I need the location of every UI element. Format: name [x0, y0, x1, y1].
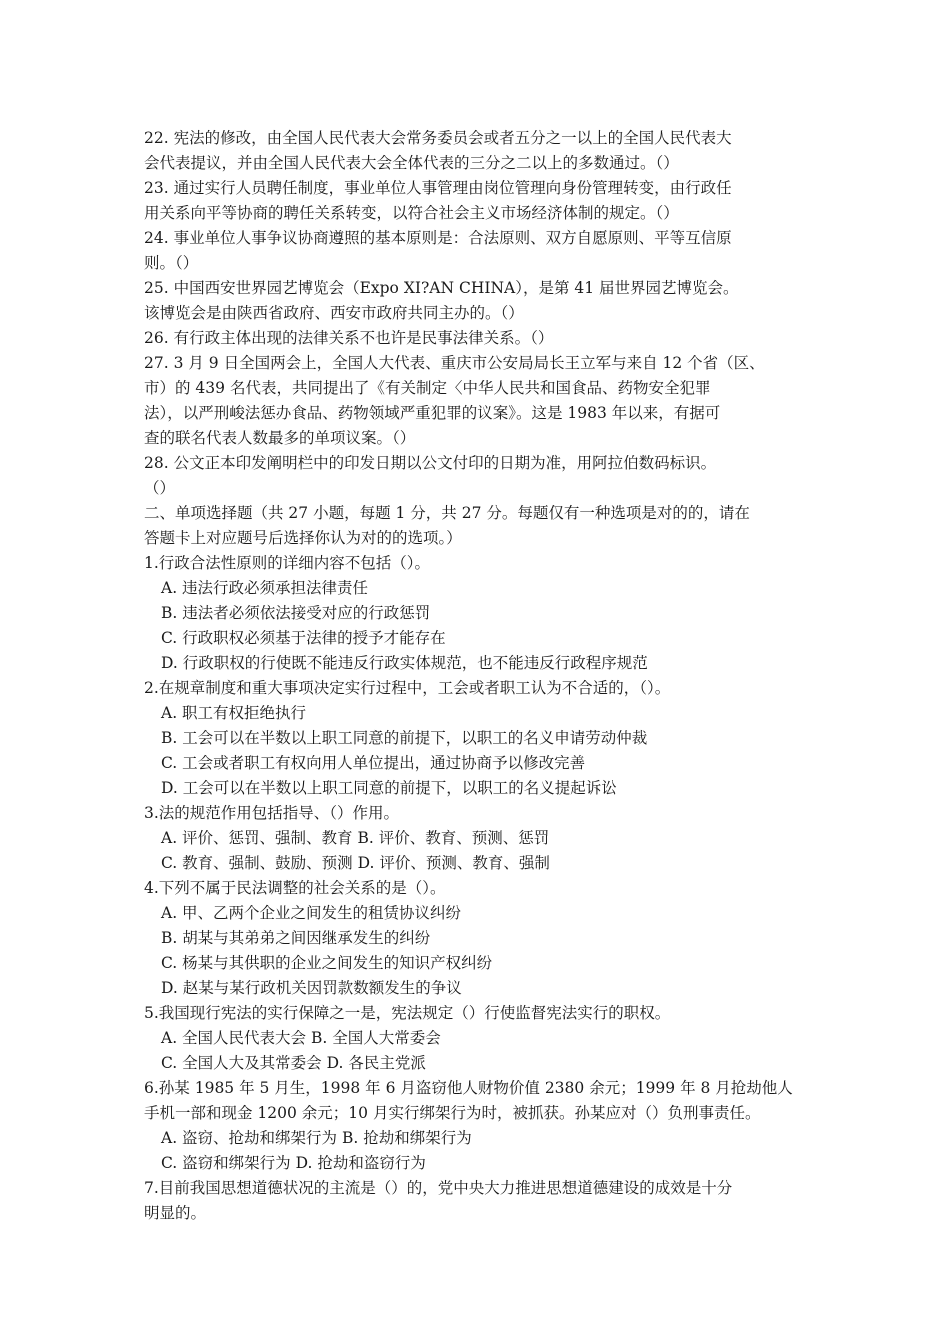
question-text-line: 明显的。: [144, 1204, 207, 1222]
answer-option-line: C. 工会或者职工有权向用人单位提出，通过协商予以修改完善: [161, 754, 586, 772]
answer-option-line: A. 职工有权拒绝执行: [161, 704, 307, 722]
question-text-line: 手机一部和现金 1200 余元；10 月实行绑架行为时，被抓获。孙某应对（）负刑事责任。: [144, 1104, 761, 1122]
question-text-line: 二、单项选择题（共 27 小题，每题 1 分，共 27 分。每题仅有一种选项是对的的，请在: [144, 504, 750, 522]
answer-option-line: D. 工会可以在半数以上职工同意的前提下，以职工的名义提起诉讼: [161, 779, 617, 797]
question-text-line: 28. 公文正本印发阐明栏中的印发日期以公文付印的日期为准，用阿拉伯数码标识。: [144, 454, 717, 472]
answer-option-line: A. 甲、乙两个企业之间发生的租赁协议纠纷: [161, 904, 462, 922]
answer-option-line: B. 工会可以在半数以上职工同意的前提下，以职工的名义申请劳动仲裁: [161, 729, 648, 747]
question-text-line: 6.孙某 1985 年 5 月生，1998 年 6 月盗窃他人财物价值 2380 余元；1999 年 8 月抢劫他人: [144, 1079, 793, 1097]
question-text-line: 市）的 439 名代表，共同提出了《有关制定〈中华人民共和国食品、药物安全犯罪: [144, 379, 711, 397]
document-body: [144, 126, 814, 1226]
question-text-line: 5.我国现行宪法的实行保障之一是，宪法规定（）行使监督宪法实行的职权。: [144, 1004, 671, 1022]
question-text-line: 法），以严刑峻法惩办食品、药物领域严重犯罪的议案》。这是 1983 年以来，有据可: [144, 404, 721, 422]
question-text-line: 查的联名代表人数最多的单项议案。（）: [144, 429, 416, 447]
answer-option-line: C. 杨某与其供职的企业之间发生的知识产权纠纷: [161, 954, 493, 972]
answer-option-line: B. 胡某与其弟弟之间因继承发生的纠纷: [161, 929, 431, 947]
question-text-line: 用关系向平等协商的聘任关系转变，以符合社会主义市场经济体制的规定。（）: [144, 204, 679, 222]
question-text-line: 24. 事业单位人事争议协商遵照的基本原则是：合法原则、双方自愿原则、平等互信原: [144, 229, 732, 247]
question-text-line: （）: [144, 479, 176, 497]
answer-option-line: A. 盗窃、抢劫和绑架行为 B. 抢劫和绑架行为: [161, 1129, 472, 1147]
answer-option-line: C. 教育、强制、鼓励、预测 D. 评价、预测、教育、强制: [161, 854, 550, 872]
question-text-line: 23. 通过实行人员聘任制度，事业单位人事管理由岗位管理向身份管理转变，由行政任: [144, 179, 732, 197]
question-text-line: 2.在规章制度和重大事项决定实行过程中，工会或者职工认为不合适的，（）。: [144, 679, 671, 697]
answer-option-line: B. 违法者必须依法接受对应的行政惩罚: [161, 604, 431, 622]
answer-option-line: D. 赵某与某行政机关因罚款数额发生的争议: [161, 979, 462, 997]
question-text-line: 22. 宪法的修改，由全国人民代表大会常务委员会或者五分之一以上的全国人民代表大: [144, 129, 732, 147]
question-text-line: 3.法的规范作用包括指导、（）作用。: [144, 804, 400, 822]
question-text-line: 7.目前我国思想道德状况的主流是（）的，党中央大力推进思想道德建设的成效是十分: [144, 1179, 733, 1197]
question-text-line: 会代表提议，并由全国人民代表大会全体代表的三分之二以上的多数通过。（）: [144, 154, 679, 172]
answer-option-line: A. 全国人民代表大会 B. 全国人大常委会: [161, 1029, 441, 1047]
answer-option-line: D. 行政职权的行使既不能违反行政实体规范，也不能违反行政程序规范: [161, 654, 648, 672]
question-text-line: 该博览会是由陕西省政府、西安市政府共同主办的。（）: [144, 304, 524, 322]
answer-option-line: C. 盗窃和绑架行为 D. 抢劫和盗窃行为: [161, 1154, 426, 1172]
question-text-line: 4.下列不属于民法调整的社会关系的是（）。: [144, 879, 446, 897]
answer-option-line: A. 违法行政必须承担法律责任: [161, 579, 369, 597]
question-text-line: 25. 中国西安世界园艺博览会（Expo XI?AN CHINA），是第 41 届世界园艺博览会。: [144, 279, 739, 297]
question-text-line: 27. 3 月 9 日全国两会上，全国人大代表、重庆市公安局局长王立军与来自 12 个省（区、: [144, 354, 765, 372]
question-text-line: 1.行政合法性原则的详细内容不包括（）。: [144, 554, 431, 572]
question-text-line: 则。（）: [144, 254, 199, 272]
answer-option-line: C. 行政职权必须基于法律的授予才能存在: [161, 629, 446, 647]
question-text-line: 26. 有行政主体出现的法律关系不也许是民事法律关系。（）: [144, 329, 554, 347]
answer-option-line: C. 全国人大及其常委会 D. 各民主党派: [161, 1054, 426, 1072]
answer-option-line: A. 评价、惩罚、强制、教育 B. 评价、教育、预测、惩罚: [161, 829, 550, 847]
question-text-line: 答题卡上对应题号后选择你认为对的的选项。）: [144, 529, 462, 547]
